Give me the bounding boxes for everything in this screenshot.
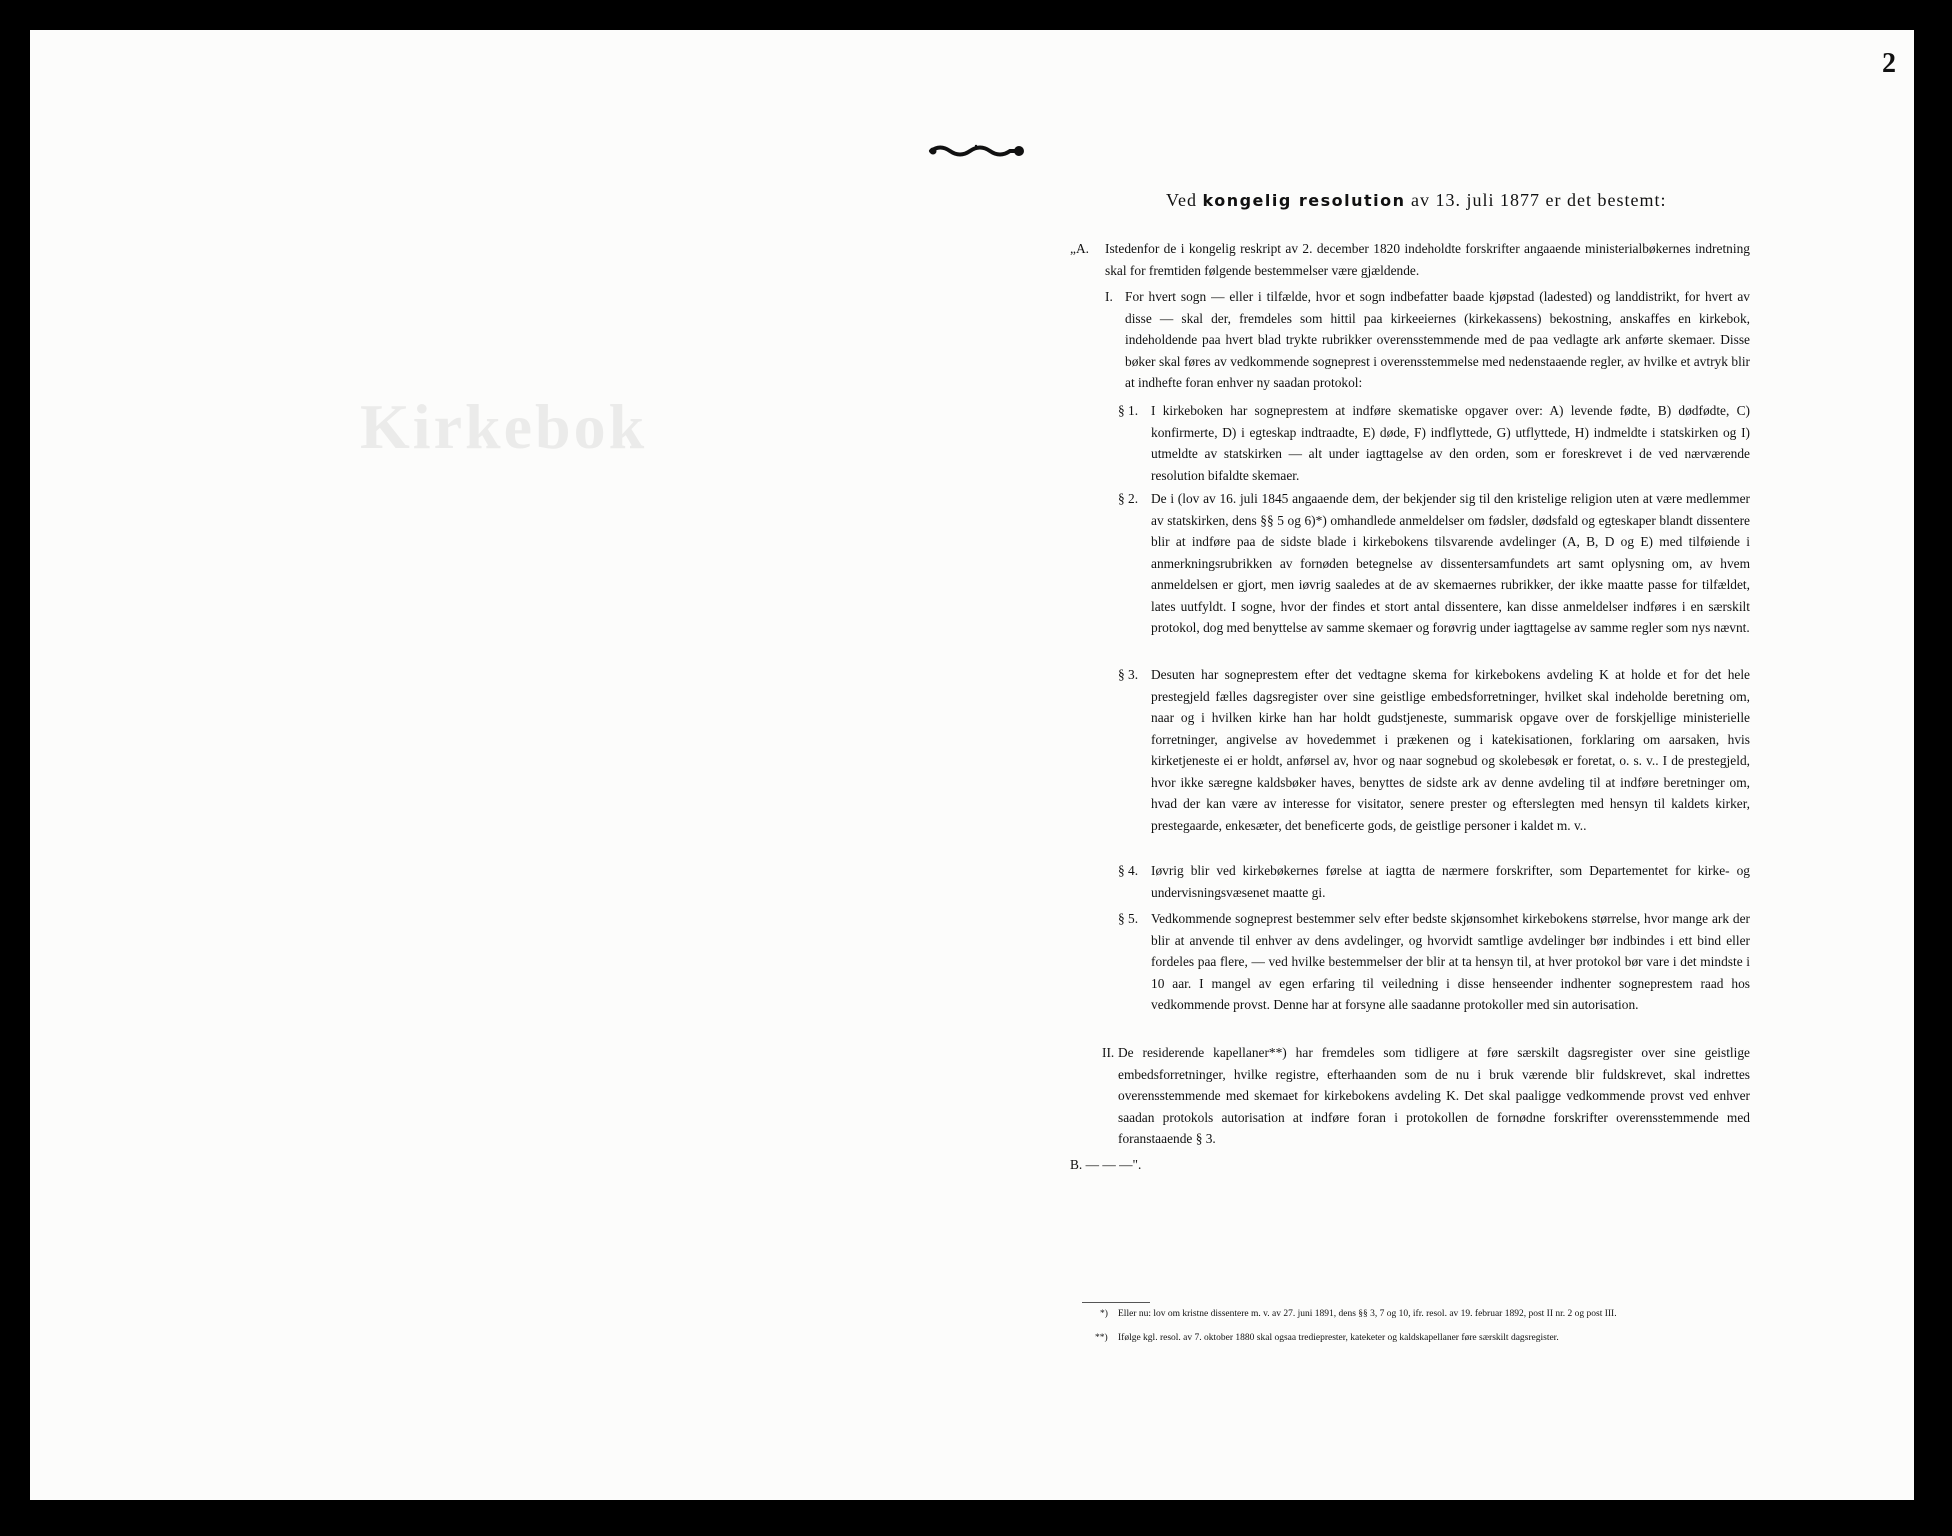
footnote-2-marker: **) — [1095, 1333, 1108, 1343]
item-2-text: De residerende kapellaner**) har fremdeles som tidligere at føre særskilt dagsregister over sine geistlige embedsforretninger, hvilke registre, efterhaanden som de nu i bruk værende blir fuldskrevet, skal indrettes overensstemmende med skemaet for kirkebokens avdeling K. Det skal paaligge vedkommende provst ved enhver saadan protokols autorisation at indføre foran i protokollen de fornødne forskrifter overensstemmende med foranstaaende § 3. — [1118, 1045, 1750, 1146]
section-a-marker: „A. — [1070, 241, 1089, 256]
resolution-heading — [1166, 190, 1667, 211]
paragraph-4-marker: § 4. — [1118, 863, 1139, 878]
paragraph-3-marker: § 3. — [1118, 667, 1139, 682]
paragraph-1-marker: § 1. — [1118, 403, 1139, 418]
paragraph-2-text: De i (lov av 16. juli 1845 angaaende dem, der bekjender sig til den kristelige religion uten at være medlemmer av statskirken, dens §§ 5 og 6)*) omhandlede anmeldelser om fødsler, dødsfald og egteskaper blandt dissentere blir at indføre paa de sidste blade i kirkebokens tilsvarende avdelinger (A, B, D og E) med tilføiende i anmerkningsrubrikken av fornøden betegnelse av dissentersamfundets art samt oplysning om, av hvem anmeldelsen er gjort, men iøvrig saaledes at de av skemaernes rubrikker, der ikke maatte passe for tilfældet, lates uutfyldt. I sogne, hvor der findes et stort antal dissentere, kan disse anmeldelser indføres i en særskilt protokol, dog med benyttelse av samme skemaer og forøvrig under iagttagelse av samme regler som nys nævnt. — [1151, 491, 1750, 635]
paragraph-2-marker: § 2. — [1118, 491, 1139, 506]
heading-post: av 13. juli 1877 er det bestemt: — [1405, 190, 1667, 210]
paragraph-4-text: Iøvrig blir ved kirkebøkernes førelse at iagtta de nærmere forskrifter, som Departementet for kirke- og undervisningsvæsenet maatte gi. — [1151, 863, 1750, 900]
bleed-through-title: Kirkebok — [360, 391, 648, 462]
paragraph-1-text: I kirkeboken har sogneprestem at indføre skematiske opgaver over: A) levende fødte, B) dødfødte, C) konfirmerte, D) i egteskap indtraadte, E) døde, F) indflyttede, G) utflyttede, H) indmeldte i statskirken og I) utmeldte av statskirken — alt under iagttagelse av den orden, som er foreskrevet i de ved nærværende resolution bifaldte skemaer. — [1151, 403, 1750, 483]
paragraph-3-text: Desuten har sogneprestem efter det vedtagne skema for kirkebokens avdeling K at holde et for det hele prestegjeld fælles dagsregister over sine geistlige embedsforretninger, hvilket skal indeholde beretning om, naar og i hvilken kirke han har holdt gudstjeneste, summarisk opgave over de forskjellige ministerielle forretninger, angivelse av hovedemmet i prækenen og i katekisationen, forklaring om aarsaken, hvis kirketjeneste ei er holdt, anførsel av, hvor og naar sognebud og skolebesøk er foretat, o. s. v.. I de prestegjeld, hvor ikke særegne kaldsbøker haves, benyttes de sidste ark av denne avdeling til at indføre beretninger om, hvad der kan være av interesse for visitator, senere prester og efterslegten med hensyn til kaldets kirker, prestegaarde, enkesæter, det beneficerte gods, de geistlige personer i kaldet m. v.. — [1151, 667, 1750, 833]
item-2-marker: II. — [1102, 1045, 1115, 1060]
section-b-text: B. — — —". — [1070, 1157, 1142, 1172]
heading-pre: Ved — [1166, 190, 1203, 210]
paragraph-5-marker: § 5. — [1118, 911, 1139, 926]
footnote-2-text: Ifølge kgl. resol. av 7. oktober 1880 skal ogsaa tredieprester, kateketer og kaldskapellaner føre særskilt dagsregister. — [1118, 1333, 1559, 1343]
paragraph-5-text: Vedkommende sogneprest bestemmer selv efter bedste skjønsomhet kirkebokens størrelse, hvor mange ark der blir at anvende til enhver av dens avdelinger, og hvorvidt samtlige avdelinger bør indbindes i ett bind eller fordeles paa flere, — ved hvilke bestemmelser der blir at ta hensyn til, at hver protokol bør vare i det mindste i 10 aar. I mangel av egen erfaring til veiledning i disse henseender indhenter sogneprestem raad hos vedkommende provst. Denne har at forsyne alle saadanne protokoller med sin autorisation. — [1151, 911, 1750, 1012]
section-a-text: Istedenfor de i kongelig reskript av 2. december 1820 indeholdte forskrifter angaaende ministerialbøkernes indretning skal for fremtiden følgende bestemmelser være gjældende. — [1105, 241, 1750, 278]
ornament-rule-icon — [928, 143, 1024, 159]
footnote-1-text: Eller nu: lov om kristne dissentere m. v. av 27. juni 1891, dens §§ 3, 7 og 10, ifr. resol. av 19. februar 1892, post II nr. 2 og post III. — [1118, 1309, 1617, 1319]
page-number: 2 — [1882, 48, 1896, 79]
item-1-text: For hvert sogn — eller i tilfælde, hvor et sogn indbefatter baade kjøpstad (ladested) og landdistrikt, for hvert av disse — skal der, fremdeles som hittil paa kirkeeiernes (kirkekassens) bekostning, anskaffes en kirkebok, indeholdende paa hvert blad trykte rubrikker overensstemmende med de paa vedlagte ark anførte skemaer. Disse bøker skal føres av vedkommende sogneprest i overensstemmelse med nedenstaaende regler, av hvilke et avtryk blir at indhefte foran enhver ny saadan protokol: — [1125, 289, 1750, 390]
item-1-marker: I. — [1105, 289, 1113, 304]
footnote-1-marker: *) — [1100, 1309, 1108, 1319]
footnote-divider — [1082, 1302, 1150, 1303]
heading-strong: kongelig resolution — [1202, 191, 1406, 210]
